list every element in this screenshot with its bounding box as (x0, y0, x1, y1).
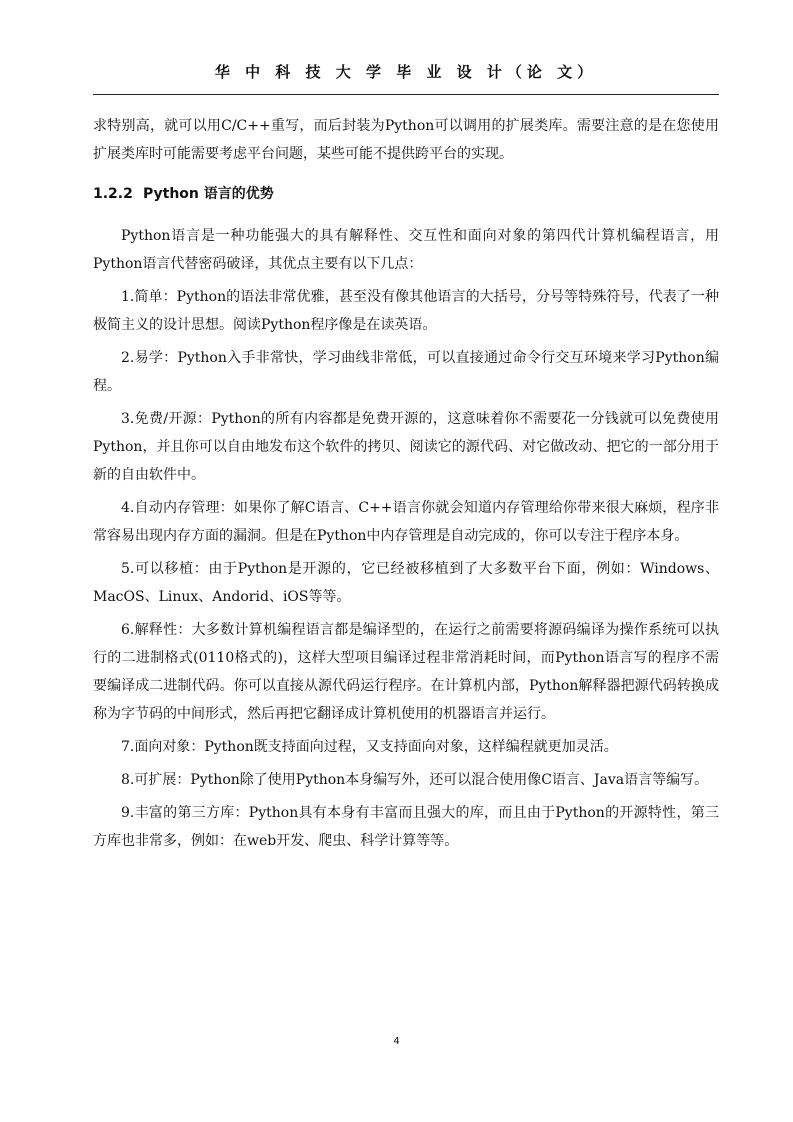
paragraph-item-8: 8.可扩展：Python除了使用Python本身编写外，还可以混合使用像C语言、Java语言等编写。 (121, 772, 709, 788)
paragraph-intro: Python语言是一种功能强大的具有解释性、交互性和面向对象的第四代计算机编程语言，用Python语言代替密码破译，其优点主要有以下几点： (93, 228, 719, 272)
paragraph-item-5: 5.可以移植：由于Python是开源的，它已经被移植到了大多数平台下面，例如：Windows、MacOS、Linux、Andorid、iOS等等。 (93, 561, 719, 605)
page-body (93, 112, 719, 855)
section-title: Python 语言的优势 (143, 186, 274, 202)
continued-paragraph: 求特别高，就可以用C/C++重写，而后封装为Python可以调用的扩展类库。需要注意的是在您使用扩展类库时可能需要考虑平台问题，某些可能不提供跨平台的实现。 (93, 118, 719, 162)
page-number: 4 (393, 1036, 400, 1047)
running-header: 华 中 科 技 大 学 毕 业 设 计（论 文） (214, 63, 598, 81)
header-divider (93, 94, 719, 95)
section-heading (93, 182, 719, 206)
paragraph-item-2: 2.易学：Python入手非常快，学习曲线非常低，可以直接通过命令行交互环境来学习Python编程。 (93, 350, 719, 394)
paragraph-item-4: 4.自动内存管理：如果你了解C语言、C++语言你就会知道内存管理给你带来很大麻烦，程序非常容易出现内存方面的漏洞。但是在Python中内存管理是自动完成的，你可以专注于程序本身。 (93, 500, 719, 544)
paragraph-item-1: 1.简单：Python的语法非常优雅，甚至没有像其他语言的大括号，分号等特殊符号，代表了一种极简主义的设计思想。阅读Python程序像是在读英语。 (93, 289, 719, 333)
paragraph-item-9: 9.丰富的第三方库：Python具有本身有丰富而且强大的库，而且由于Python的开源特性，第三方库也非常多，例如：在web开发、爬虫、科学计算等等。 (93, 805, 719, 849)
paragraph-item-6: 6.解释性：大多数计算机编程语言都是编译型的，在运行之前需要将源码编译为操作系统可以执行的二进制格式(0110格式的)，这样大型项目编译过程非常消耗时间，而Python语言写的程序不需要编译成二进制代码。你可以直接从源代码运行程序。在计算机内部，Python解释器把源代码转换成称为字节码的中间形式，然后再把它翻译成计算机使用的机器语言并运行。 (93, 622, 719, 722)
paragraph-item-3: 3.免费/开源：Python的所有内容都是免费开源的，这意味着你不需要花一分钱就可以免费使用Python，并且你可以自由地发布这个软件的拷贝、阅读它的源代码、对它做改动、把它的一部分用于新的自由软件中。 (93, 411, 719, 483)
section-number: 1.2.2 (93, 186, 133, 202)
paragraph-item-7: 7.面向对象：Python既支持面向过程，又支持面向对象，这样编程就更加灵活。 (121, 739, 618, 755)
